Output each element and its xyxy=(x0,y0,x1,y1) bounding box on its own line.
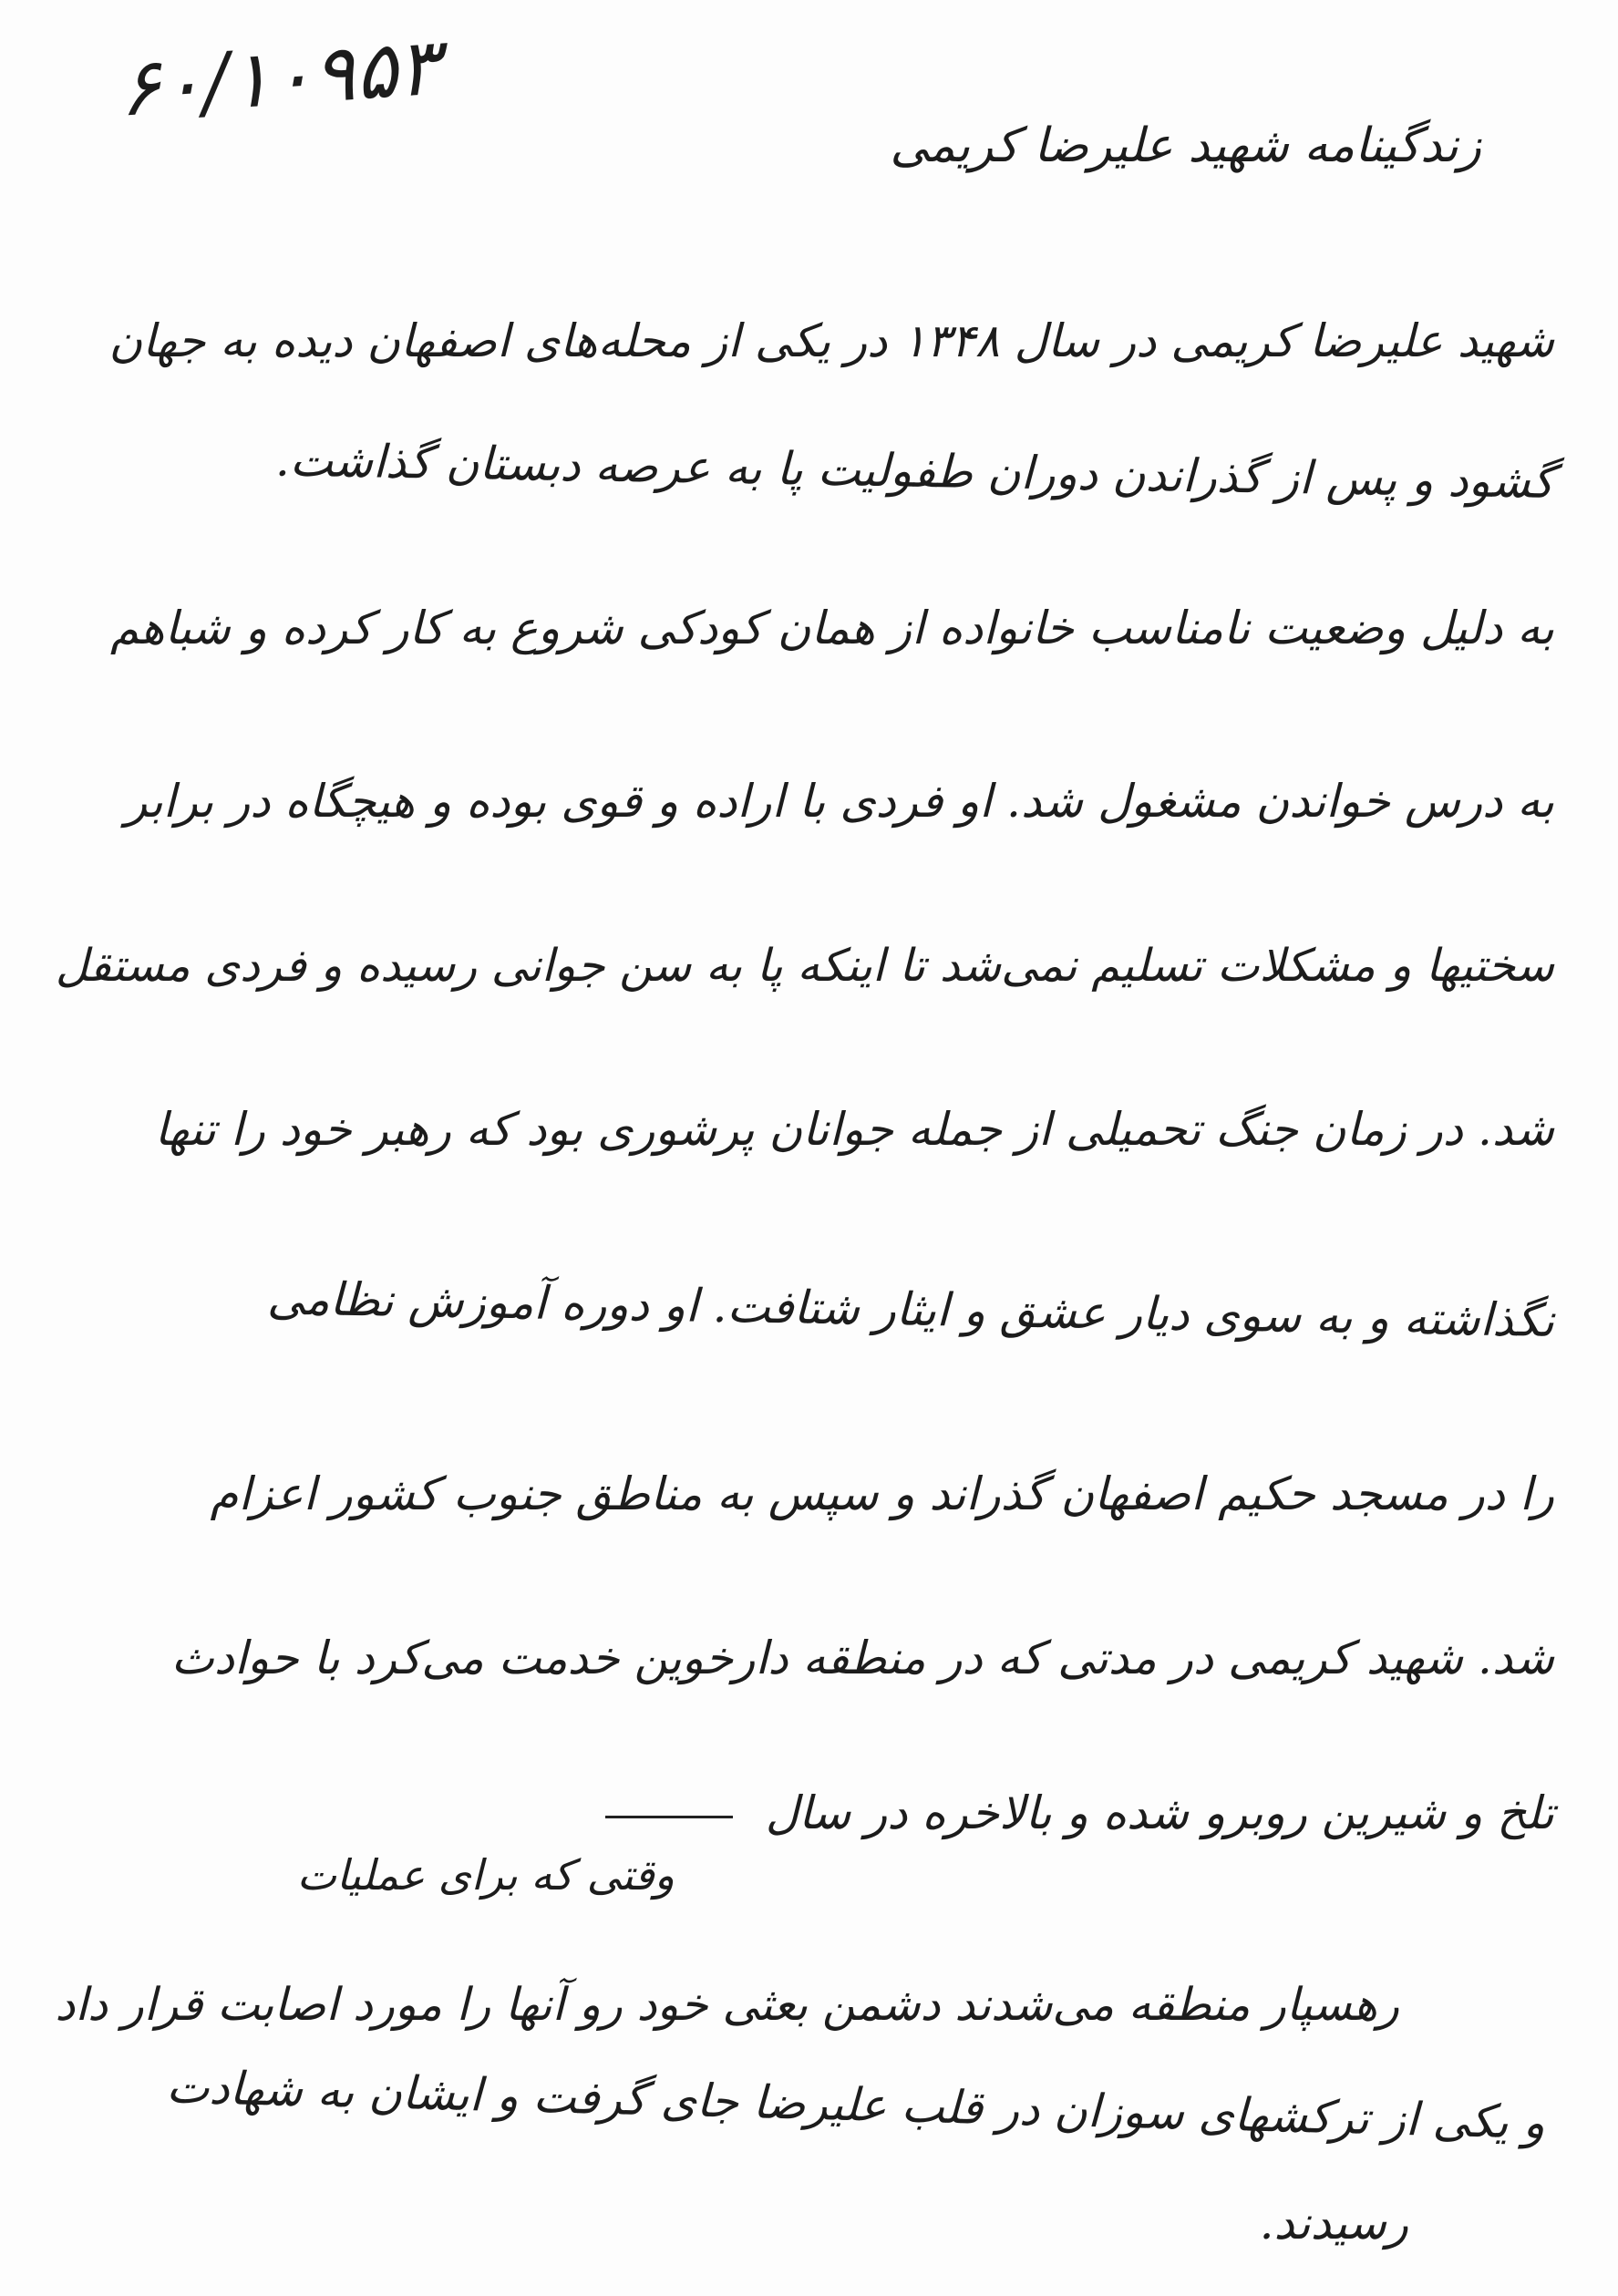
text-line-5: سختیها و مشکلات تسلیم نمی‌شد تا اینکه پا به سن جوانی رسیده و فردی مستقل xyxy=(55,939,1554,992)
text-line-2: گشود و پس از گذراندن دوران طفولیت پا به عرصه دبستان گذاشت. xyxy=(274,433,1555,509)
text-line-10-part1: تلخ و شیرین روبرو شده و بالاخره در سال xyxy=(765,1786,1554,1839)
text-line-1: شهید علیرضا کریمی در سال ۱۳۴۸ در یکی از محله‌های اصفهان دیده به جهان xyxy=(108,314,1554,367)
text-line-3: به دلیل وضعیت نامناسب خانواده از همان کودکی شروع به کار کرده و شباهم xyxy=(109,602,1554,654)
text-line-13: رسیدند. xyxy=(1259,2197,1408,2250)
text-line-4: به درس خواندن مشغول شد. او فردی با اراده و قوی بوده و هیچگاه در برابر xyxy=(125,775,1554,828)
text-line-10-continued: وقتی که برای عملیات xyxy=(296,1850,675,1900)
document-title: زندگینامه شهید علیرضا کریمی xyxy=(890,118,1481,173)
text-line-9: شد. شهید کریمی در مدتی که در منطقه دارخوین خدمت می‌کرد با حوادث xyxy=(170,1632,1554,1684)
text-line-6: شد. در زمان جنگ تحمیلی از جمله جوانان پرشوری بود که رهبر خود را تنها xyxy=(154,1103,1554,1156)
text-line-10 xyxy=(587,1786,1554,1839)
text-line-12: و یکی از ترکشهای سوزان در قلب علیرضا جای گرفت و ایشان به شهادت xyxy=(165,2060,1546,2149)
text-line-7: نگذاشته و به سوی دیار عشق و ایثار شتافت. او دوره آموزش نظامی xyxy=(266,1272,1555,1347)
text-line-8: را در مسجد حکیم اصفهان گذراند و سپس به مناطق جنوب کشور اعزام xyxy=(210,1467,1554,1520)
document-number: ۶۰/۱۰۹۵۳ xyxy=(115,21,442,135)
blank-date-line xyxy=(605,1816,733,1818)
text-line-11: رهسپار منطقه می‌شدند دشمن بعثی خود رو آنها را مورد اصابت قرار داد xyxy=(55,1978,1399,2031)
